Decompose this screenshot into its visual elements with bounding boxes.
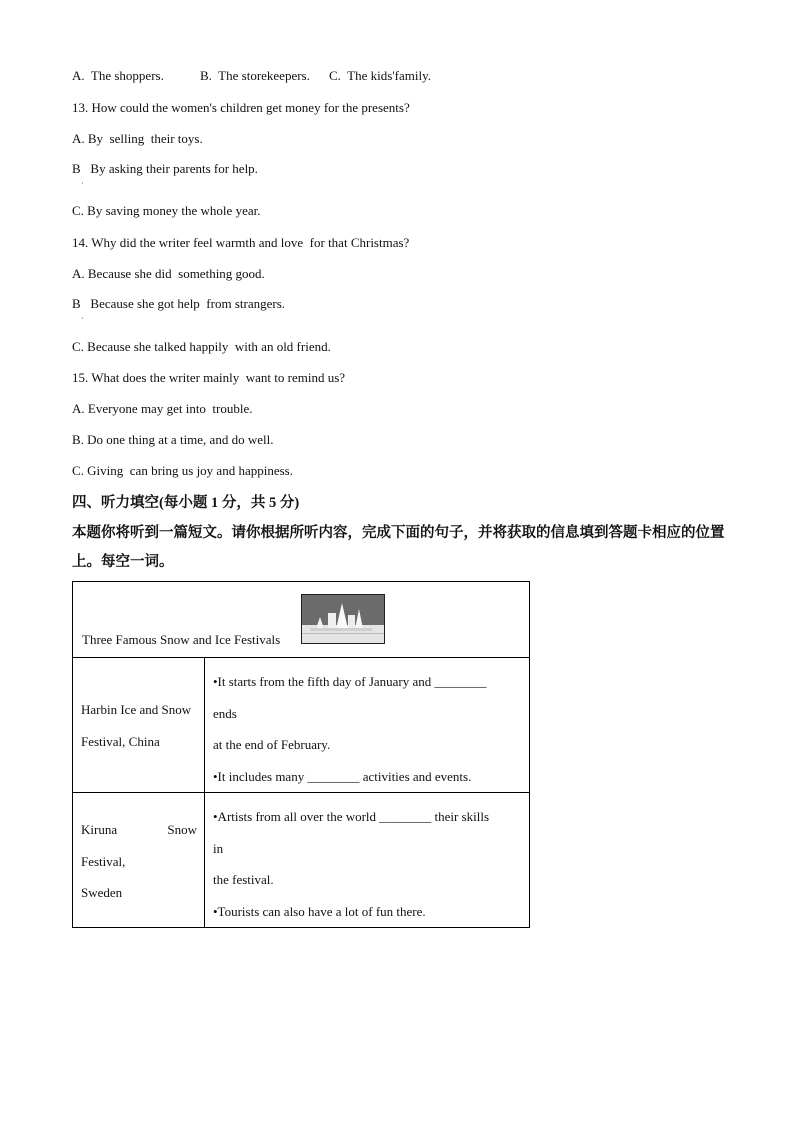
kiruna-desc-line4: •Tourists can also have a lot of fun there. — [213, 903, 426, 919]
kiruna-place-cell — [73, 793, 205, 928]
harbin-desc-line4: •It includes many ________ activities and events. — [213, 768, 472, 784]
q15-option-c: C. Giving can bring us joy and happiness. — [72, 463, 293, 478]
table-header-cell — [73, 582, 530, 658]
harbin-place-line2: Festival, China — [81, 733, 160, 749]
kiruna-desc-line1: •Artists from all over the world ________ their skills — [213, 809, 490, 824]
q12-option-b: B. The storekeepers. — [200, 68, 310, 83]
q12-option-c: C. The kids'family. — [329, 68, 432, 83]
q13-option-a: A. By selling their toys. — [72, 131, 203, 146]
q14-option-a: A. Because she did something good. — [72, 266, 265, 281]
q14-option-b: B Because she got help from strangers. — [72, 296, 286, 311]
harbin-desc-line3: at the end of February. — [213, 737, 331, 752]
kiruna-place-line3: Sweden — [81, 885, 123, 900]
kiruna-description-cell — [205, 793, 530, 928]
q13-option-c: C. By saving money the whole year. — [72, 203, 261, 218]
ice-sculpture-photo-icon — [301, 594, 385, 644]
harbin-description-cell — [205, 658, 530, 793]
q14-stem: 14. Why did the writer feel warmth and love for that Christmas? — [72, 235, 410, 250]
kiruna-place-line2: Festival, — [81, 853, 126, 869]
q15-option-b: B. Do one thing at a time, and do well. — [72, 432, 274, 447]
q14-option-c: C. Because she talked happily with an old friend. — [72, 339, 331, 354]
kiruna-desc-line3: the festival. — [213, 872, 274, 887]
q13-stem: 13. How could the women's children get money for the presents? — [72, 100, 410, 115]
q13-option-b-dot: · — [81, 179, 84, 188]
q15-stem: 15. What does the writer mainly want to remind us? — [72, 370, 346, 385]
harbin-desc-line2: ends — [213, 705, 237, 721]
harbin-desc-line1: •It starts from the fifth day of January and ________ — [213, 674, 487, 689]
q14-option-b-dot: · — [81, 314, 84, 323]
table-title: Three Famous Snow and Ice Festivals — [82, 632, 281, 647]
kiruna-place-word2: Snow — [167, 822, 197, 837]
kiruna-place-word1: Kiruna — [81, 822, 118, 837]
section-instructions: 本题你将听到一篇短文。请你根据所听内容，完成下面的句子，并将获取的信息填到答题卡相应的位置上。每空一词。 — [72, 525, 725, 570]
q13-option-b: B By asking their parents for help. — [72, 161, 258, 176]
festival-table — [72, 581, 530, 928]
section-heading: 四、听力填空(每小题 1 分，共 5 分) — [72, 495, 300, 511]
q15-option-a: A. Everyone may get into trouble. — [72, 401, 253, 416]
kiruna-desc-line2: in — [213, 840, 224, 856]
harbin-place-line1: Harbin Ice and Snow — [81, 702, 192, 717]
q12-option-a: A. The shoppers. — [72, 68, 164, 83]
harbin-place-cell — [73, 658, 205, 793]
